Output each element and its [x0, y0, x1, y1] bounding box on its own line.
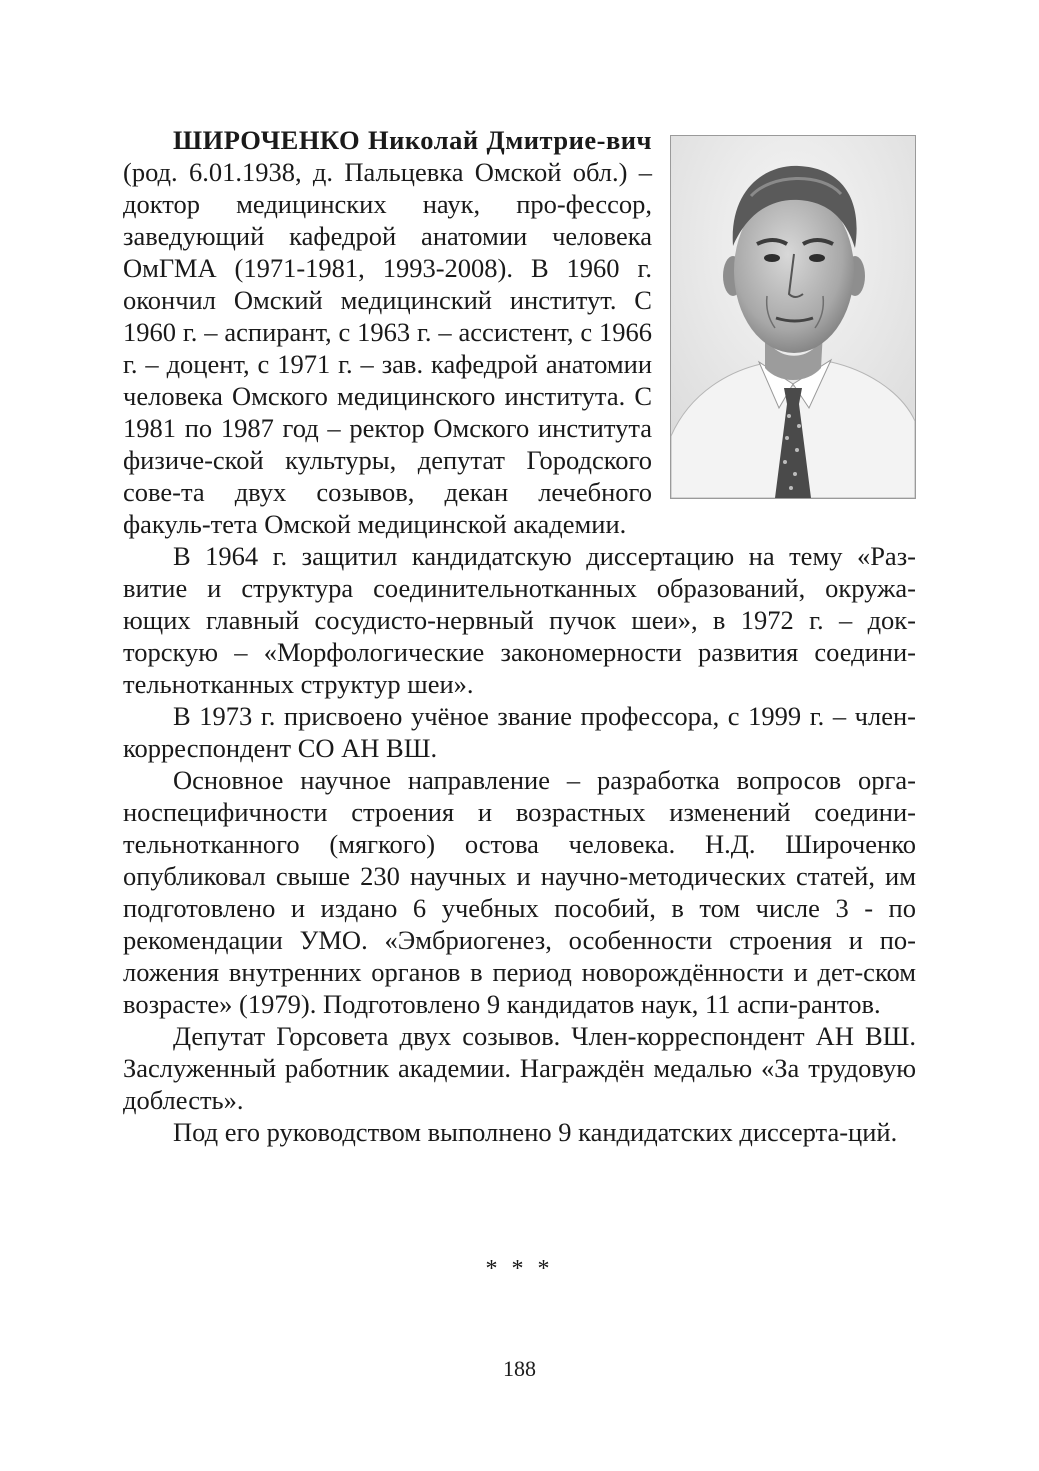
- page-number: 188: [503, 1356, 536, 1381]
- paragraph-title: В 1973 г. присвоено учёное звание профессора, с 1999 г. – член-корреспондент СО АН ВШ.: [123, 701, 916, 763]
- page-content: [123, 124, 916, 1148]
- bio-intro-text: (род. 6.01.1938, д. Пальцевка Омской обл.) – доктор медицинских наук, про-фессор, заведующий кафедрой анатомии человека ОмГМА (1971-1981, 1993-2008). В 1960 г. окончил Омский медицинский институт. С 1960 г. – аспирант, с 1963 г. – ассистент, с 1966 г. – доцент, с 1971 г. – зав. кафедрой анатомии человека Омского медицинского института. С 1981 по 1987 год – ректор Омского института физиче-ской культуры, депутат Городского сове-та двух созывов, декан лечебного факуль-тета Омской медицинской академии.: [123, 157, 652, 539]
- paragraph-research: Основное научное направление – разработка вопросов орга-носпецифичности строения и возрастных изменений соедини-тельнотканного (мягкого) остова человека. Н.Д. Широченко опубликовал свыше 230 научных и научно-методических статей, им подготовлено и издано 6 учебных пособий, в том числе 3 - по рекомендации УМО. «Эмбриогенез, особенности строения и по-ложения внутренних органов в период новорождённости и дет-ском возрасте» (1979). Подготовлено 9 кандидатов наук, 11 аспи-рантов.: [123, 765, 916, 1019]
- paragraph-supervision: Под его руководством выполнено 9 кандидатских диссерта-ций.: [173, 1117, 898, 1147]
- paragraph-dissertations: В 1964 г. защитил кандидатскую диссертацию на тему «Раз-витие и структура соединительнотканных образований, окружа-ющих главный сосудисто-нервный пучок шеи», в 1972 г. – док-торскую – «Морфологические закономерности развития соедини-тельнотканных структур шеи».: [123, 541, 916, 699]
- portrait-photo: [670, 135, 916, 499]
- paragraph-awards: Депутат Горсовета двух созывов. Член-корреспондент АН ВШ. Заслуженный работник академии. Награждён медалью «За трудовую доблесть».: [123, 1021, 916, 1115]
- section-separator: * * *: [485, 1256, 554, 1282]
- person-name: ШИРОЧЕНКО Николай Дмитрие-вич: [173, 125, 652, 155]
